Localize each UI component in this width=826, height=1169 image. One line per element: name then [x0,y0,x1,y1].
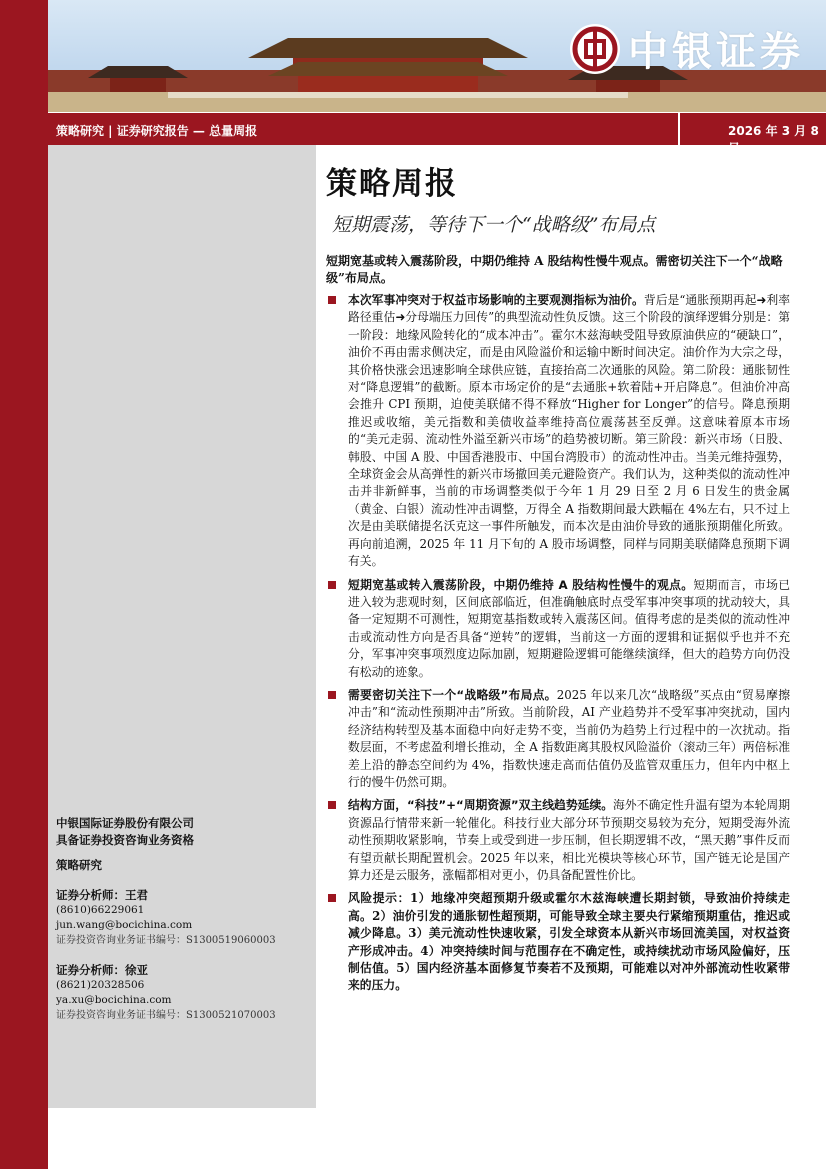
list-item [326,797,790,884]
brand-logo [570,20,804,77]
bullet-lead: 本次军事冲突对于权益市场影响的主要观测指标为油价。 [348,293,644,307]
bullet-lead: 结构方面，“科技”+“周期资源”双主线趋势延续。 [348,798,614,813]
bullet-body: 背后是“通胀预期再起➜利率路径重估➜分母端压力回传”的典型流动性负反馈。这三个阶段的演绎逻辑分别是：第一阶段：地缘风险转化的“成本冲击”。霍尔木兹海峡受阻导致原油供应的“硬缺口”，油价不再由需求侧决定，而是由风险溢价和运输中断时间决定。油价作为大宗之母，其价格快涨会迅速影响全球供应链，直接抬高二次通胀的风险。第二阶段：通胀韧性对“降息逻辑”的截断。原本市场定价的是“去通胀+软着陆+开启降息”。但油价冲高会推升 CPI 预期，迫使美联储不得不释放“Higher for Longer”的信号。降息预期推迟或收缩，美元指数和美债收益率维持高位震荡甚至反弹。这意味着原本市场的“美元走弱、流动性外溢至新兴市场”的趋势被切断。第三阶段：新兴市场（日股、韩股、中国 A 股、中国香港股市、中国台湾股市）的流动性冲击。当美元维持强势，全球资金会从高弹性的新兴市场撤回美元避险资产。我们认为，这种类似的流动性冲击并非新鲜事，当前的市场调整类似于今年 1 月 29 日至 2 月 6 日发生的贵金属（黄金、白银）流动性冲击调整，万得全 A 指数期间最大跌幅在 4%左右，只不过上次是由美联储提名沃克这一事件所触发，而本次是由油价导致的通胀预期催化所致。再向前追溯，2025 年 11 月下旬的 A 股市场调整，同样与同期美联储降息预期下调有关。 [348,293,790,569]
bullet-square-icon [328,581,336,589]
bullet-body: 海外不确定性升温有望为本轮周期资源品行情带来新一轮催化。科技行业大部分环节预期交易较为充分，短期受海外流动性预期收紧影响，节奏上或受到进一步压制，但长期逻辑不改，“黑天鹅”事件反而有望贡献长期配置机会。2025 年以来，相比光模块等核心环节，国产链无论是国产算力还是云服务，涨幅都相对更小，仍具备配置性价比。 [348,798,791,882]
bullet-square-icon [328,691,336,699]
strip-divider [678,113,680,145]
key-points-list [326,292,790,1001]
bullet-lead: 需要密切关注下一个“战略级”布局点。 [348,687,557,702]
report-category: 策略研究 | 证券研究报告 — 总量周报 [56,124,258,138]
bullet-square-icon [328,801,336,809]
report-date: 2026 年 3 月 8 日 [728,124,819,155]
report-info-strip [48,113,826,155]
bullet-body: 2025 年以来几次“战略级”买点由“贸易摩擦冲击”和“流动性预期冲击”所致。当前阶段，AI 产业趋势并不受军事冲突扰动，国内经济结构转型及基本面稳中向好走势不变，当前仍为趋势上行过程中的一次扰动。指数层面，不考虑盈利增长推动，全 A 指数距离其股权风险溢价（滚动三年）两倍标准差上沿的静态空间约为 4%，指数快速走高而估值仍及监管双重压力，但年内中枢上行的慢牛仍然可期。 [348,687,790,789]
report-title: 策略周报 [326,166,458,202]
org-name: 中银国际证券股份有限公司 [56,816,194,830]
list-item [326,292,790,571]
list-item [326,687,790,791]
analyst-phone: (8610)66229061 [56,904,145,916]
analyst-title: 证券分析师：徐亚 [56,963,148,977]
analyst-phone: (8621)20328506 [56,979,145,991]
bullet-square-icon [328,296,336,304]
brand-name: 中银证券 [628,29,804,75]
list-item [326,890,790,994]
analyst-email[interactable]: jun.wang@bocichina.com [56,919,193,931]
bullet-lead: 风险提示： [348,891,410,906]
report-subtitle: 短期震荡，等待下一个“战略级”布局点 [332,214,656,236]
bullet-body: 短期而言，市场已进入较为悲观时刻，区间底部临近，但准确触底时点受军事冲突事项的扰动较大，具备一定短期不可测性，短期宽基指数或转入震荡区间。值得考虑的是类似的流动性冲击或流动性方向是否具备“逆转”的逻辑，当前这一方面的逻辑和证据似乎也并不充分，军事冲突事项烈度边际加剧，短期避险逻辑可能继续演绎，但大的趋势方向仍没有松动的迹象。 [348,577,790,679]
analyst-cert: 证券投资咨询业务证书编号：S1300521070003 [56,1010,276,1021]
analyst-title: 证券分析师：王君 [56,888,148,902]
bullet-body: 1）地缘冲突超预期升级或霍尔木兹海峡遭长期封锁，导致油价持续走高。2）油价引发的通胀韧性超预期，可能导致全球主要央行紧缩预期重估，推迟或减少降息。3）美元流动性快速收紧，引发全球资本从新兴市场回流美国，对权益资产形成冲击。4）冲突持续时间与范围存在不确定性，或持续扰动市场风险偏好，压制估值。5）国内经济基本面修复节奏若不及预期，可能难以对冲外部流动性收紧带来的压力。 [348,891,790,993]
research-section: 策略研究 [56,858,102,872]
org-qualification: 具备证券投资咨询业务资格 [56,833,194,847]
bullet-square-icon [328,894,336,902]
bank-of-china-logo-icon [570,24,620,74]
list-item [326,577,790,681]
analyst-cert: 证券投资咨询业务证书编号：S1300519060003 [56,935,276,946]
left-brand-bar [0,0,48,1169]
report-summary: 短期宽基或转入震荡阶段，中期仍维持 A 股结构性慢牛观点。需密切关注下一个“战略级”布局点。 [326,254,783,285]
analyst-contact-block [56,815,311,1023]
analyst-email[interactable]: ya.xu@bocichina.com [56,994,172,1006]
header-banner [48,0,826,112]
bullet-lead: 短期宽基或转入震荡阶段，中期仍维持 A 股结构性慢牛的观点。 [348,577,694,592]
